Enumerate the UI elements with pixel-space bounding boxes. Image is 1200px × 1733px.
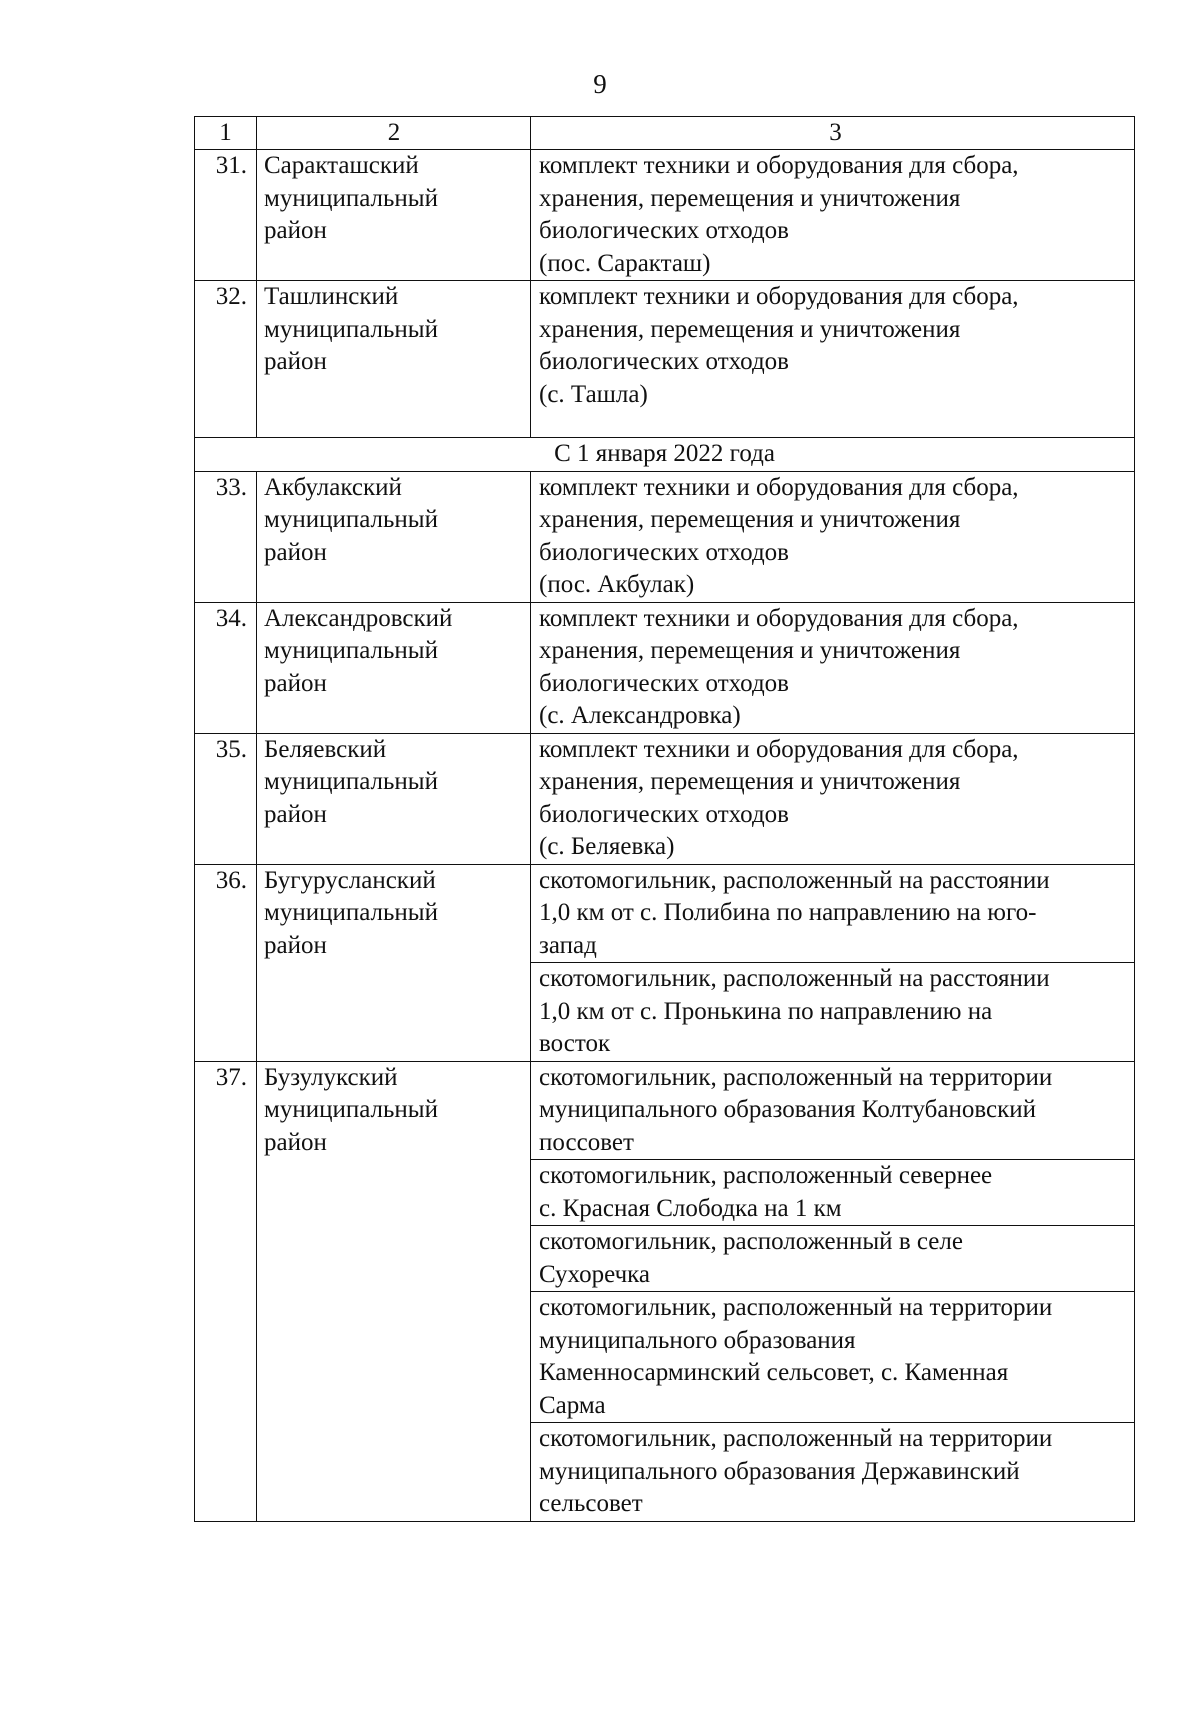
district-line: Бугурусланский xyxy=(264,866,436,894)
row-number: 37. xyxy=(195,1061,257,1521)
facility-description xyxy=(531,864,1135,963)
district-line: район xyxy=(264,538,327,566)
facility-line: (с. Беляевка) xyxy=(539,833,675,860)
section-row xyxy=(195,438,1135,472)
facility-line: муниципального образования Колтубановский xyxy=(539,1096,1036,1123)
district-line: район xyxy=(264,931,327,959)
facility-line: муниципального образования xyxy=(539,1326,856,1354)
facility-description xyxy=(531,1292,1135,1423)
facility-line: биологических отходов xyxy=(539,348,789,375)
district-line: Бузулукский xyxy=(264,1063,398,1091)
table-body xyxy=(195,117,1135,1522)
facility-line: комплект техники и оборудования для сбора, xyxy=(539,152,1019,179)
district-line: муниципальный xyxy=(264,768,438,795)
facility-description xyxy=(531,733,1135,864)
facility-line: 1,0 км от с. Полибина по направлению на юго- xyxy=(539,899,1037,926)
facility-line: поссовет xyxy=(539,1128,634,1156)
facility-description xyxy=(531,963,1135,1062)
facility-line: комплект техники и оборудования для сбора, xyxy=(539,735,1019,763)
district-line: муниципальный xyxy=(264,315,438,343)
district-line: Беляевский xyxy=(264,735,387,763)
facility-line: комплект техники и оборудования для сбора, xyxy=(539,473,1019,501)
table-row xyxy=(195,471,1135,602)
header-col-2: 2 xyxy=(257,117,531,150)
facility-line: комплект техники и оборудования для сбора, xyxy=(539,604,1019,632)
district-line: Ташлинский xyxy=(264,283,399,310)
row-number: 36. xyxy=(195,864,257,1061)
district-line: район xyxy=(264,669,327,697)
row-number: 31. xyxy=(195,150,257,281)
table-row xyxy=(195,733,1135,864)
district-line: район xyxy=(264,217,327,244)
facility-line: Каменносарминский сельсовет, с. Каменная xyxy=(539,1359,1009,1386)
facility-line: (с. Александровка) xyxy=(539,702,741,729)
district-line: муниципальный xyxy=(264,899,438,926)
district-line: Акбулакский xyxy=(264,473,402,501)
facility-line: скотомогильник, расположенный на расстоянии xyxy=(539,866,1050,894)
table-row xyxy=(195,864,1135,963)
section-title: С 1 января 2022 года xyxy=(195,438,1135,472)
row-number: 35. xyxy=(195,733,257,864)
district-line: Саракташский xyxy=(264,152,419,179)
district-name xyxy=(257,281,531,438)
facility-line: хранения, перемещения и уничтожения xyxy=(539,315,961,343)
facility-line: биологических отходов xyxy=(539,800,789,828)
header-col-1: 1 xyxy=(195,117,257,150)
table-row xyxy=(195,602,1135,733)
table-row xyxy=(195,150,1135,281)
facility-line: восток xyxy=(539,1030,611,1057)
facility-line: биологических отходов xyxy=(539,538,789,566)
district-name xyxy=(257,150,531,281)
facility-line: запад xyxy=(539,931,597,959)
facility-description xyxy=(531,150,1135,281)
row-number: 32. xyxy=(195,281,257,438)
facility-line: биологических отходов xyxy=(539,669,789,697)
facility-line: скотомогильник, расположенный на территории xyxy=(539,1425,1053,1452)
district-line: муниципальный xyxy=(264,506,438,533)
facility-line: скотомогильник, расположенный в селе xyxy=(539,1228,963,1255)
facility-line: скотомогильник, расположенный на территории xyxy=(539,1294,1053,1321)
district-name xyxy=(257,602,531,733)
table-header-row xyxy=(195,117,1135,150)
facility-description xyxy=(531,602,1135,733)
facility-line: 1,0 км от с. Пронькина по направлению на xyxy=(539,997,993,1025)
facility-description xyxy=(531,471,1135,602)
district-line: муниципальный xyxy=(264,184,438,212)
facility-line: скотомогильник, расположенный на расстоянии xyxy=(539,965,1050,992)
row-number: 34. xyxy=(195,602,257,733)
facility-line: биологических отходов xyxy=(539,217,789,244)
facility-line: Сарма xyxy=(539,1391,606,1419)
header-col-3: 3 xyxy=(531,117,1135,150)
facility-line: с. Красная Слободка на 1 км xyxy=(539,1194,842,1222)
district-name xyxy=(257,1061,531,1521)
district-name xyxy=(257,733,531,864)
facility-line: хранения, перемещения и уничтожения xyxy=(539,768,961,795)
document-table xyxy=(194,116,1135,1522)
facility-line: (с. Ташла) xyxy=(539,380,648,408)
facility-line: (пос. Саракташ) xyxy=(539,249,711,277)
facility-line: Сухоречка xyxy=(539,1260,651,1288)
district-name xyxy=(257,471,531,602)
table-row xyxy=(195,1061,1135,1160)
facility-line: скотомогильник, расположенный на территории xyxy=(539,1063,1053,1091)
district-line: муниципальный xyxy=(264,1096,438,1123)
district-line: район xyxy=(264,348,327,375)
facility-description xyxy=(531,1226,1135,1292)
district-line: Александровский xyxy=(264,604,453,632)
row-number: 33. xyxy=(195,471,257,602)
facility-description xyxy=(531,281,1135,438)
facility-line: муниципального образования Державинский xyxy=(539,1457,1020,1485)
district-line: муниципальный xyxy=(264,637,438,664)
page-number: 9 xyxy=(593,69,607,99)
facility-line: скотомогильник, расположенный севернее xyxy=(539,1162,993,1189)
facility-line: сельсовет xyxy=(539,1490,643,1517)
table-row xyxy=(195,281,1135,438)
facility-line: комплект техники и оборудования для сбора, xyxy=(539,283,1019,310)
district-line: район xyxy=(264,800,327,828)
facility-description xyxy=(531,1061,1135,1160)
facility-line: (пос. Акбулак) xyxy=(539,571,695,598)
facility-line: хранения, перемещения и уничтожения xyxy=(539,184,961,212)
district-name xyxy=(257,864,531,1061)
district-line: район xyxy=(264,1128,327,1156)
facility-description xyxy=(531,1160,1135,1226)
facility-line: хранения, перемещения и уничтожения xyxy=(539,506,961,533)
facility-description xyxy=(531,1423,1135,1522)
facility-line: хранения, перемещения и уничтожения xyxy=(539,637,961,664)
